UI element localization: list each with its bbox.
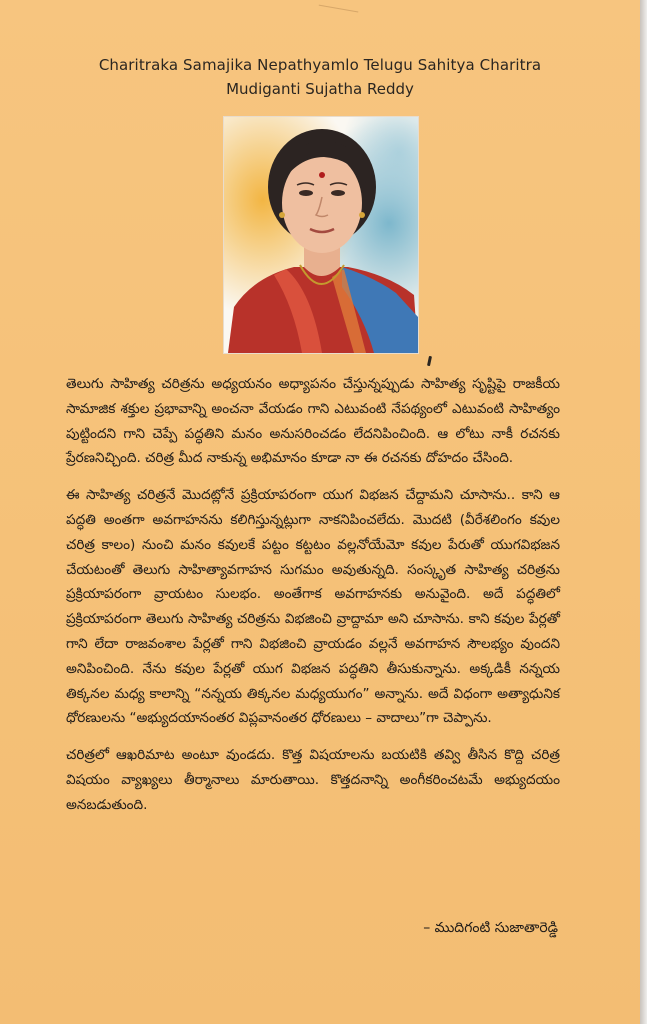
paragraph: చరిత్రలో ఆఖరిమాట అంటూ వుండదు. కొత్త విషయాలను బయటికి తవ్వి తీసిన కొద్ది చరిత్ర విషయం వ్యాఖ్యలు తీర్మానాలు మారుతాయి. కొత్తదనాన్ని అంగీకరించటమే అభ్యుదయం అనబడుతుంది. [66,747,560,813]
portrait-illustration [224,117,418,353]
crease-mark [318,5,359,19]
book-title: Charitraka Samajika Nepathyamlo Telugu Sahitya Charitra [98,56,542,74]
author-name: Mudiganti Sujatha Reddy [226,80,414,98]
page-edge [640,0,647,1024]
paragraph: ఈ సాహిత్య చరిత్రనే మొదట్లోనే ప్రక్రియాపరంగా యుగ విభజన చేద్దామని చూసాను.. కాని ఆ పద్ధతి అంతగా అవగాహనను కలిగిస్తున్నట్లుగా నాకనిపించలేదు. మొదటి (వీరేశలింగం కవుల చరిత్ర కాలం) నుంచి మనం కవులకే పట్టం కట్టటం వల్లనోయేమో కవుల పేరుతో యుగవిభజన చేయటంతో తెలుగు సాహిత్యావగాహన సుగమం అవుతున్నది. సంస్కృత సాహిత్య చరిత్రను ప్రక్రియాపరంగా వ్రాయటం సులభం. అంతేగాక అవగాహనకు అనువైంది. అదే పద్ధతిలో ప్రక్రియాపరంగా తెలుగు సాహిత్య చరిత్రను విభజించి వ్రాద్దామా అని చూసాను. కాని కవుల పేర్లతో గాని లేదా రాజవంశాల పేర్లతో గాని విభజించి వ్రాయడం వల్లనే అవగాహన సౌలభ్యం వుందని అనిపించింది. నేను కవుల పేర్లతో యుగ విభజన పద్ధతిని తీసుకున్నాను. అక్కడికీ నన్నయ తిక్కనల మధ్య కాలాన్ని “నన్నయ తిక్కనల మధ్యయుగం” అన్నాను. అదే విధంగా అత్యాధునిక ధోరణులను “అభ్యుదయానంతర విప్లవానంతర ధోరణులు – వాదాలు”గా చెప్పాను. [66,487,560,727]
pen-mark [427,356,432,366]
author-portrait [223,116,419,354]
blurb-text [66,372,560,830]
paragraph: తెలుగు సాహిత్య చరిత్రను అధ్యయనం అధ్యాపనం చేస్తున్నప్పుడు సాహిత్య సృష్టిపై రాజకీయ సామాజిక శక్తుల ప్రభావాన్ని అంచనా వేయడం గాని ఎటువంటి నేపథ్యంలో ఎటువంటి సాహిత్యం పుట్టిందని గాని చెప్పే పద్ధతిని మనం అనుసరించడం లేదనిపించింది. ఆ లోటు నాకీ రచనకు ప్రేరణనిచ్చింది. చరిత్ర మీద నాకున్న అభిమానం కూడా నా ఈ రచనకు దోహదం చేసింది. [66,376,560,467]
author-signature: – ముదిగంటి సుజాతారెడ్డి [423,920,558,936]
